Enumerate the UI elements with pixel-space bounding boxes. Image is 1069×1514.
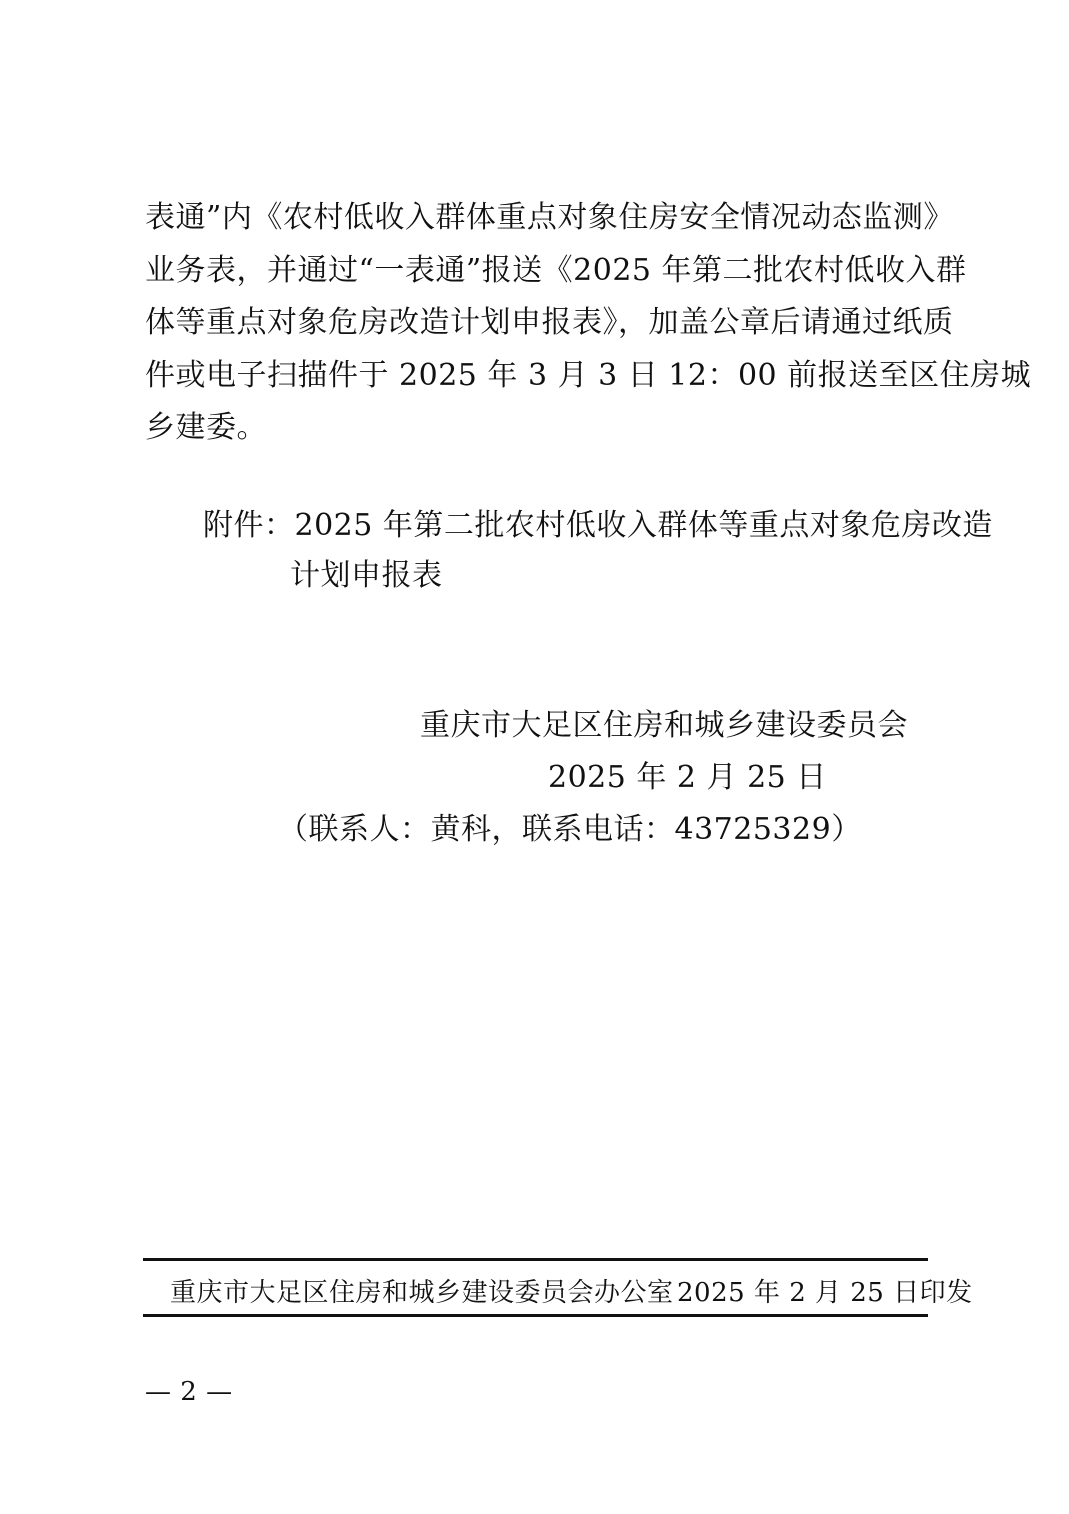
footer-top-rule — [143, 1258, 928, 1261]
body-text-line: 业务表，并通过“一表通”报送《2025 年第二批农村低收入群 — [145, 253, 967, 288]
body-text-line: 表通”内《农村低收入群体重点对象住房安全情况动态监测》 — [145, 200, 954, 235]
contact-info: （联系人：黄科，联系电话：43725329） — [278, 812, 862, 847]
attachment-title: 附件：2025 年第二批农村低收入群体等重点对象危房改造 — [203, 508, 993, 543]
footer-print-date: 2025 年 2 月 25 日印发 — [677, 1278, 973, 1308]
body-text-line: 件或电子扫描件于 2025 年 3 月 3 日 12：00 前报送至区住房城 — [145, 358, 1032, 393]
body-text-line: 体等重点对象危房改造计划申报表》，加盖公章后请通过纸质 — [145, 305, 954, 340]
issue-date: 2025 年 2 月 25 日 — [548, 760, 827, 795]
page-number: — 2 — — [145, 1377, 233, 1407]
footer-office: 重庆市大足区住房和城乡建设委员会办公室 — [170, 1278, 674, 1308]
footer-bottom-rule — [143, 1314, 928, 1317]
issuing-organization: 重庆市大足区住房和城乡建设委员会 — [420, 708, 908, 743]
body-text-line: 乡建委。 — [145, 410, 267, 445]
attachment-title-continued: 计划申报表 — [290, 558, 443, 593]
